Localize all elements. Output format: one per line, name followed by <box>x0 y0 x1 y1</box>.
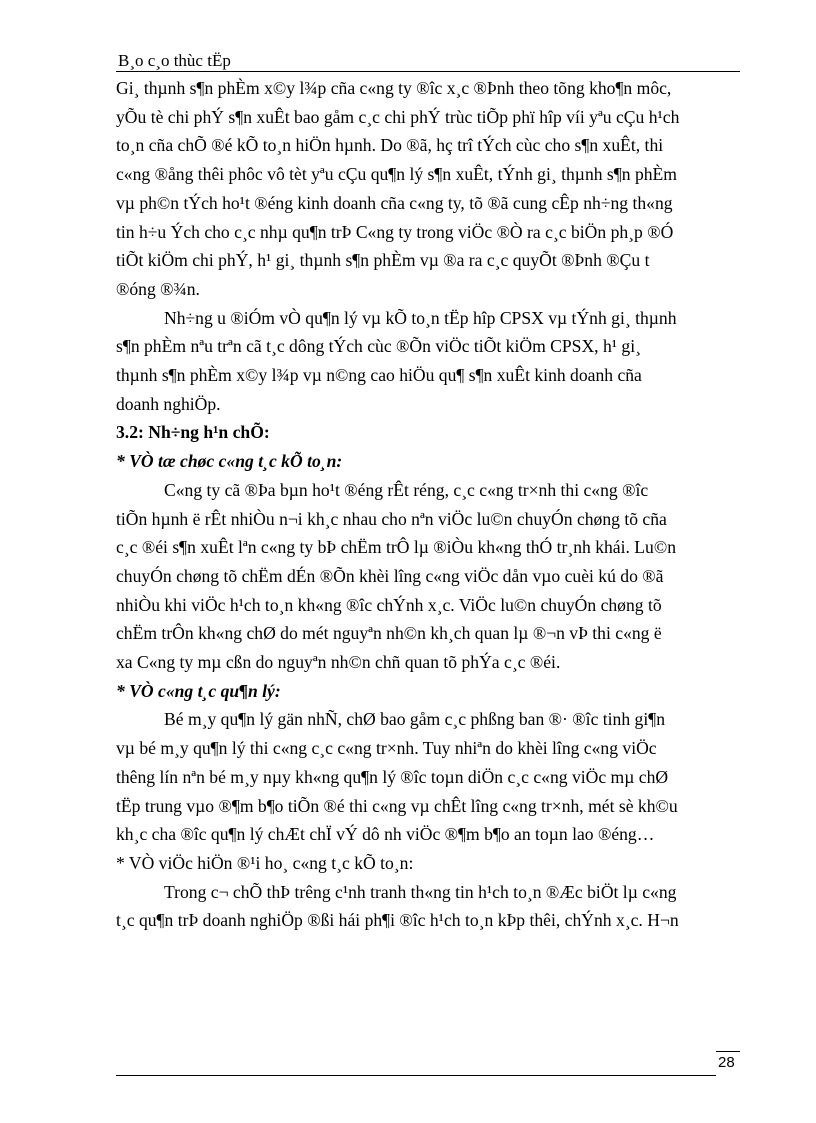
text-line: thµnh s¶n phÈm x©y l¾p vµ n©ng cao hiÖu qu¶ s¶n xuÊt kinh doanh cña <box>116 365 642 386</box>
text-line: vµ ph©n tÝch ho¹t ®éng kinh doanh cña c«ng ty, tõ ®ã cung cÊp nh÷ng th«ng <box>116 192 673 213</box>
text-line: c¸c ®éi s¶n xuÊt lªn c«ng ty bÞ chËm trÔ lµ ®iÒu kh«ng thÓ tr¸nh khái. Lu©n <box>116 537 677 558</box>
text-line: c«ng ®ång thêi phôc vô tèt yªu cÇu qu¶n lý s¶n xuÊt, tÝnh gi¸ thµnh s¶n phÈm <box>116 164 677 185</box>
paragraph-accounting <box>116 476 740 677</box>
subsection-heading-accounting: * VÒ tæ chøc c«ng t¸c kÕ to¸n: <box>116 451 343 472</box>
text-line: doanh nghiÖp. <box>116 393 221 414</box>
text-line: Nh÷ng u ®iÓm vÒ qu¶n lý vµ kÕ to¸n tËp hîp CPSX vµ tÝnh gi¸ thµnh <box>164 307 677 328</box>
text-line: Gi¸ thµnh s¶n phÈm x©y l¾p cña c«ng ty ®îc x¸c ®Þnh theo tõng kho¶n môc, <box>116 78 672 98</box>
subsection-heading-modernization: * VÒ viÖc hiÖn ®¹i ho¸ c«ng t¸c kÕ to¸n: <box>116 852 414 873</box>
running-header: B¸o c¸o thùc tËp <box>118 51 231 70</box>
text-line: chËm trÔn kh«ng chØ do mét nguyªn nh©n kh¸ch quan lµ ®¬n vÞ thi c«ng ë <box>116 623 662 644</box>
section-heading: 3.2: Nh÷ng h¹n chÕ: <box>116 422 270 443</box>
text-line: Trong c¬ chÕ thÞ trêng c¹nh tranh th«ng tin h¹ch to¸n ®Æc biÖt lµ c«ng <box>164 881 677 902</box>
text-line: to¸n cña chÕ ®é kÕ to¸n hiÖn hµnh. Do ®ã, hç trî tÝch cùc cho s¶n xuÊt, thi <box>116 135 664 156</box>
text-line: tiÕt kiÖm chi phÝ, h¹ gi¸ thµnh s¶n phÈm vµ ®a ra c¸c quyÕt ®Þnh ®Çu t <box>116 250 650 271</box>
text-line: yÕu tè chi phÝ s¶n xuÊt bao gåm c¸c chi phÝ trùc tiÕp phï hîp víi yªu cÇu h¹ch <box>116 106 680 127</box>
text-line: ®óng ®¾n. <box>116 278 200 299</box>
text-line: C«ng ty cã ®Þa bµn ho¹t ®éng rÊt réng, c¸c c«ng tr×nh thi c«ng ®îc <box>164 479 649 500</box>
text-line: tËp trung vµo ®¶m b¶o tiÕn ®é thi c«ng vµ chÊt lîng c«ng tr×nh, mét sè kh©u <box>116 795 678 816</box>
text-line: nhiÒu khi viÖc h¹ch to¸n kh«ng ®îc chÝnh x¸c. ViÖc lu©n chuyÓn chøng tõ <box>116 594 662 615</box>
page-number-rule <box>716 1051 740 1052</box>
text-line: s¶n phÈm nªu trªn cã t¸c dông tÝch cùc ®Õn viÖc tiÕt kiÖm CPSX, h¹ gi¸ <box>116 336 641 357</box>
paragraph-1 <box>116 74 740 304</box>
text-line: xa C«ng ty mµ cßn do nguyªn nh©n chñ quan tõ phÝa c¸c ®éi. <box>116 652 561 673</box>
body-text <box>116 74 740 935</box>
text-line: thêng lín nªn bé m¸y nµy kh«ng qu¶n lý ®îc toµn diÖn c¸c c«ng viÖc mµ chØ <box>116 766 669 787</box>
footer-rule <box>116 1075 716 1076</box>
paragraph-2 <box>116 304 740 419</box>
text-line: Bé m¸y qu¶n lý gän nhÑ, chØ bao gåm c¸c phßng ban ®· ®îc tinh gi¶n <box>164 709 665 730</box>
text-line: tin h÷u Ých cho c¸c nhµ qu¶n trÞ C«ng ty trong viÖc ®Ò ra c¸c biÖn ph¸p ®Ó <box>116 221 674 242</box>
text-line: tiÕn hµnh ë rÊt nhiÒu n¬i kh¸c nhau cho nªn viÖc lu©n chuyÓn chøng tõ cña <box>116 508 667 529</box>
text-line: t¸c qu¶n trÞ doanh nghiÖp ®ßi hái ph¶i ®îc h¹ch to¸n kÞp thêi, chÝnh x¸c. H¬n <box>116 910 679 931</box>
text-line: vµ bé m¸y qu¶n lý thi c«ng c¸c c«ng tr×nh. Tuy nhiªn do khèi lîng c«ng viÖc <box>116 738 657 759</box>
text-line: kh¸c cha ®îc qu¶n lý chÆt chÏ vÝ dô nh viÖc ®¶m b¶o an toµn lao ®éng… <box>116 824 655 845</box>
header-rule <box>116 71 740 72</box>
paragraph-modernization <box>116 878 740 935</box>
text-line: chuyÓn chøng tõ chËm dÉn ®Õn khèi lîng c«ng viÖc dån vµo cuèi kú do ®ã <box>116 565 664 586</box>
paragraph-management <box>116 705 740 849</box>
subsection-heading-management: * VÒ c«ng t¸c qu¶n lý: <box>116 680 281 701</box>
page-number: 28 <box>718 1054 735 1071</box>
